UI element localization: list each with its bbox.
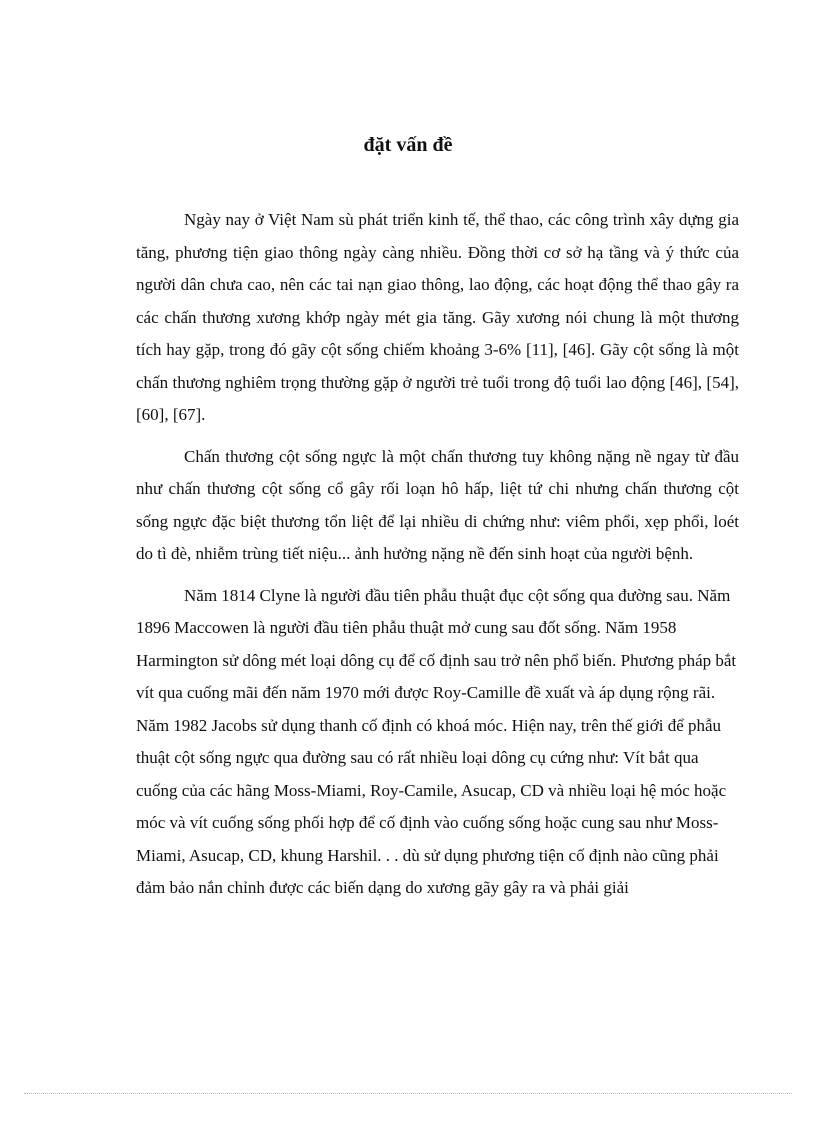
page-title: đặt vấn đề	[363, 134, 453, 156]
paragraph-3: Năm 1814 Clyne là người đầu tiên phẫu thuật đục cột sống qua đường sau. Năm 1896 Maccowen là người đầu tiên phẫu thuật mở cung sau đốt sống. Năm 1958 Harmington sử dông mét loại dông cụ để cố định sau trở nên phổ biến. Phương pháp bắt vít qua cuống mãi đến năm 1970 mới được Roy-Camille đề xuất và áp dụng rộng rãi. Năm 1982 Jacobs sử dụng thanh cố định có khoá móc. Hiện nay, trên thế giới để phẫu thuật cột sống ngực qua đường sau có rất nhiều loại dông cụ cứng như: Vít bắt qua cuống của các hãng Moss-Miami, Roy-Camile, Asucap, CD và nhiều loại hệ móc hoặc móc và vít cuống sống phối hợp để cố định vào cuống sống hoặc cung sau như Moss-Miami, Asucap, CD, khung Harshil. . . dù sử dụng phương tiện cố định nào cũng phải đảm bảo nắn chỉnh được các biến dạng do xương gãy gây ra và phải giải	[136, 585, 737, 897]
page-footer-divider	[24, 1093, 792, 1094]
paragraph-1: Ngày nay ở Việt Nam sù phát triển kinh tế, thể thao, các công trình xây dựng gia tăng, phương tiện giao thông ngày càng nhiều. Đồng thời cơ sở hạ tầng và ý thức của người dân chưa cao, nên các tai nạn giao thông, lao động, các hoạt động thể thao gây ra các chấn thương xương khớp ngày mét gia tăng. Gãy xương nói chung là một thương tích hay gặp, trong đó gãy cột sống chiếm khoảng 3-6% [11], [46]. Gãy cột sống là một chấn thương nghiêm trọng thường gặp ở người trẻ tuổi trong độ tuổi lao động [46], [54], [60], [67].	[136, 210, 739, 424]
body-text	[136, 204, 739, 914]
paragraph-2: Chấn thương cột sống ngực là một chấn thương tuy không nặng nề ngay từ đầu như chấn thương cột sống cổ gây rối loạn hô hấp, liệt tứ chi nhưng chấn thương cột sống ngực đặc biệt thương tổn liệt để lại nhiều di chứng như: viêm phổi, xẹp phổi, loét do tì đè, nhiễm trùng tiết niệu... ảnh hưởng nặng nề đến sinh hoạt của người bệnh.	[136, 446, 739, 563]
